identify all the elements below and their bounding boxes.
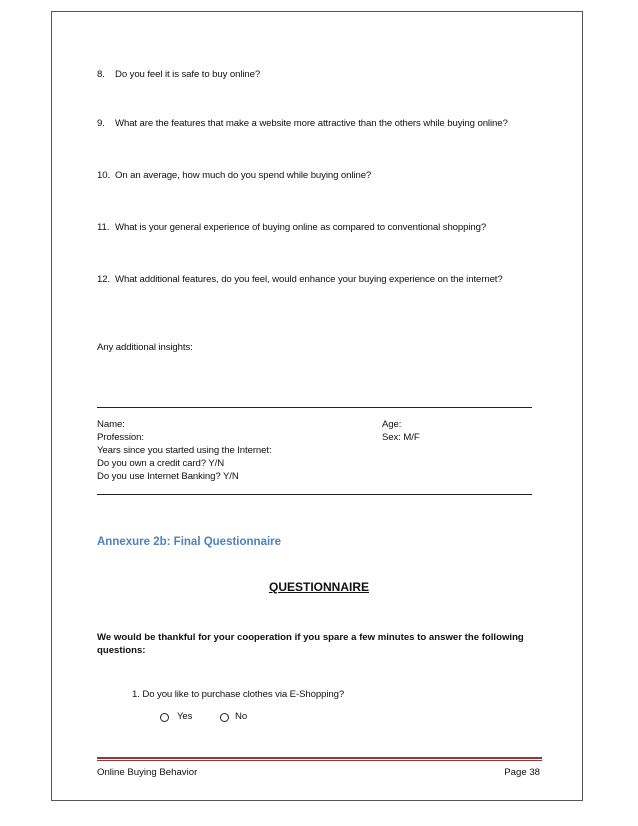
yes-option-label: Yes [177, 711, 193, 722]
annexure-heading: Annexure 2b: Final Questionnaire [97, 536, 282, 548]
question-text: On an average, how much do you spend while buying online? [115, 170, 372, 181]
footer-rule-thin [97, 760, 542, 761]
internet-banking-label: Do you use Internet Banking? Y/N [97, 471, 239, 482]
age-field-label: Age: [382, 419, 402, 430]
credit-card-label: Do you own a credit card? Y/N [97, 458, 225, 469]
no-radio[interactable] [220, 713, 229, 722]
profession-field-label: Profession: [97, 432, 144, 443]
question-number: 9. [97, 118, 105, 129]
intro-text: We would be thankful for your cooperation if you spare a few minutes to answer the following questions: [97, 632, 524, 656]
question-number: 8. [97, 69, 105, 80]
question-9 [97, 118, 508, 129]
no-option-label: No [235, 711, 248, 722]
question-number: 11. [97, 222, 110, 233]
page-number: Page 38 [504, 767, 540, 778]
insights-label: Any additional insights: [97, 342, 193, 353]
question-1: 1. Do you like to purchase clothes via E-Shopping? [132, 689, 345, 700]
page-border [51, 11, 583, 801]
question-text: What are the features that make a website more attractive than the others while buying online? [115, 118, 508, 129]
sex-field-label: Sex: M/F [382, 432, 420, 443]
divider-top [97, 407, 532, 408]
name-field-label: Name: [97, 419, 125, 430]
question-text: What additional features, do you feel, would enhance your buying experience on the internet? [115, 274, 503, 285]
question-11 [97, 222, 486, 233]
footer-title: Online Buying Behavior [97, 767, 198, 778]
question-8 [97, 69, 260, 80]
footer-rule [97, 757, 542, 759]
question-10 [97, 170, 371, 181]
question-number: 12. [97, 274, 111, 285]
question-number: 10. [97, 170, 111, 181]
question-text: Do you feel it is safe to buy online? [115, 69, 261, 80]
questionnaire-title: QUESTIONNAIRE [268, 580, 369, 594]
divider-bottom [97, 494, 532, 495]
internet-years-label: Years since you started using the Internet: [97, 445, 272, 456]
yes-radio[interactable] [160, 713, 169, 722]
question-12 [97, 274, 503, 285]
question-text: What is your general experience of buying online as compared to conventional shopping? [115, 222, 487, 233]
